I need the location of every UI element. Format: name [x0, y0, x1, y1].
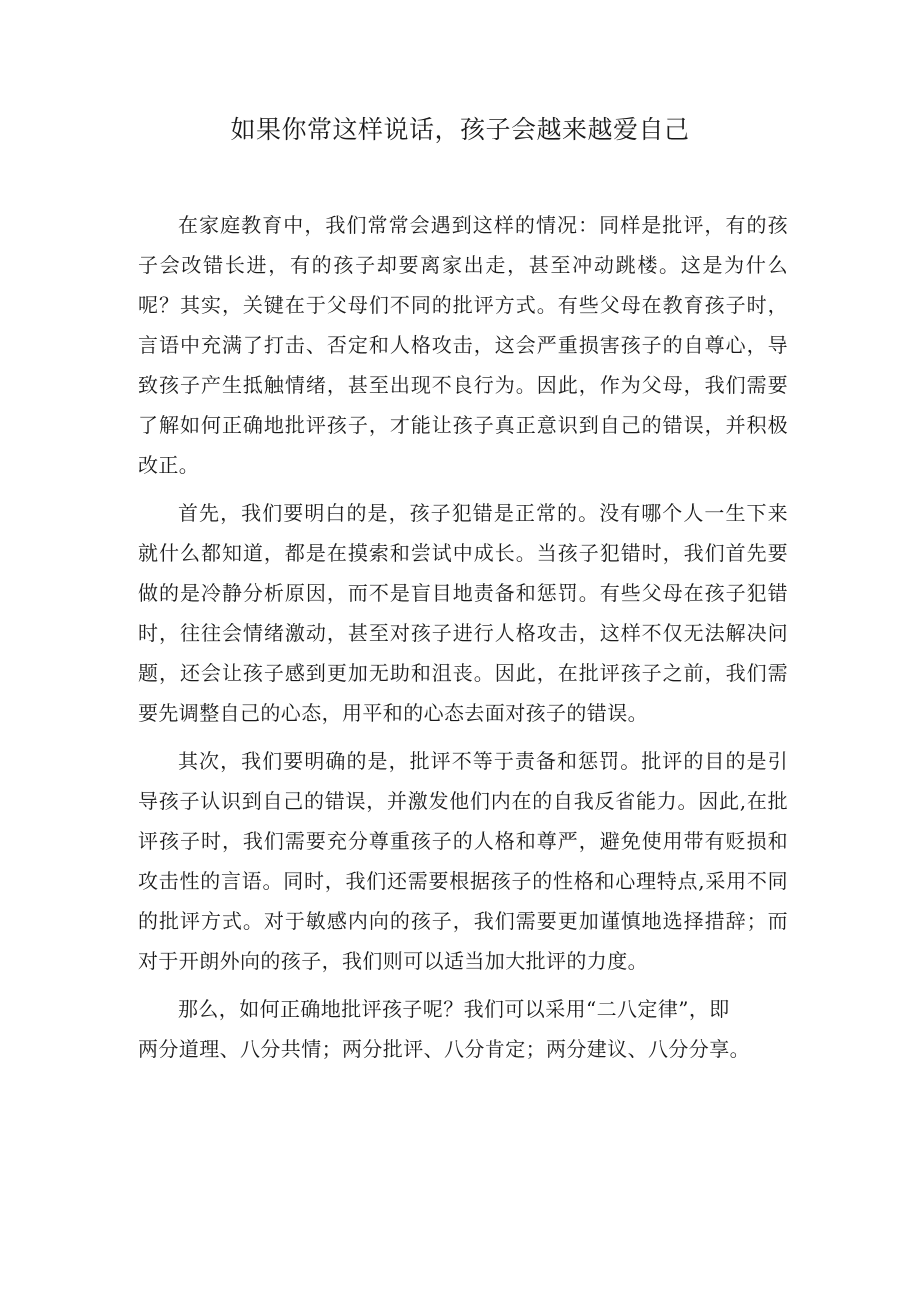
document-body	[138, 205, 788, 1077]
paragraph-second: 其次，我们要明确的是，批评不等于责备和惩罚。批评的目的是引导孩子认识到自己的错误，并激发他们内在的自我反省能力。因此,在批评孩子时，我们需要充分尊重孩子的人格和尊严，避免使用带有贬损和攻击性的言语。同时，我们还需要根据孩子的性格和心理特点,采用不同的批评方式。对于敏感内向的孩子，我们需要更加谨慎地选择措辞；而对于开朗外向的孩子，我们则可以适当加大批评的力度。	[138, 749, 788, 973]
paragraph-first: 首先，我们要明白的是，孩子犯错是正常的。没有哪个人一生下来就什么都知道，都是在摸索和尝试中成长。当孩子犯错时，我们首先要做的是冷静分析原因，而不是盲目地责备和惩罚。有些父母在孩子犯错时，往往会情绪激动，甚至对孩子进行人格攻击，这样不仅无法解决问题，还会让孩子感到更加无助和沮丧。因此，在批评孩子之前，我们需要先调整自己的心态，用平和的心态去面对孩子的错误。	[138, 501, 788, 725]
document-title: 如果你常这样说话，孩子会越来越爱自己	[230, 115, 690, 144]
paragraph-intro: 在家庭教育中，我们常常会遇到这样的情况：同样是批评，有的孩子会改错长进，有的孩子却要离家出走，甚至冲动跳楼。这是为什么呢？其实，关键在于父母们不同的批评方式。有些父母在教育孩子时，言语中充满了打击、否定和人格攻击，这会严重损害孩子的自尊心，导致孩子产生抵触情绪，甚至出现不良行为。因此，作为父母，我们需要了解如何正确地批评孩子，才能让孩子真正意识到自己的错误，并积极改正。	[138, 213, 788, 477]
paragraph-rule-intro: 那么，如何正确地批评孩子呢？我们可以采用“二八定律”，即	[178, 997, 730, 1021]
paragraph-rule-detail: 两分道理、八分共情；两分批评、八分肯定；两分建议、八分分享。	[138, 1037, 750, 1061]
